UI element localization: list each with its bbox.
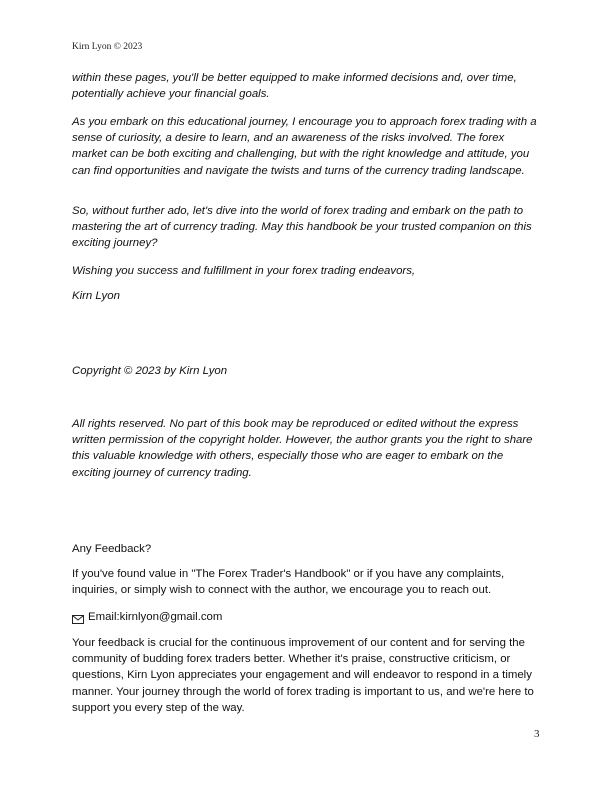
page-number: 3 [534, 728, 540, 740]
feedback-heading: Any Feedback? [72, 543, 152, 555]
page-header: Kirn Lyon © 2023 [72, 42, 143, 52]
email-address[interactable]: kirnlyon@gmail.com [119, 611, 223, 623]
intro-paragraph-2: As you embark on this educational journey, I encourage you to approach forex trading with a sense of curiosity, a desire to learn, and an awareness of the risks involved. The forex market can be both exciting and challenging, but with the right knowledge and attitude, you can find opportunities and navigate the twists and turns of the currency trading landscape. [72, 116, 537, 177]
email-label: Email: [88, 611, 120, 623]
feedback-closing: Your feedback is crucial for the continuous improvement of our content and for serving the community of budding forex traders better. Whether it's praise, constructive criticism, or questions, Kirn Lyon appreciates your engagement and will endeavor to respond in a timely manner. Your journey through the world of forex trading is important to us, and we're here to support you every step of the way. [72, 637, 534, 714]
email-line [72, 609, 542, 625]
copyright-line: Copyright © 2023 by Kirn Lyon [72, 365, 228, 377]
envelope-icon [72, 613, 84, 622]
intro-paragraph-4: Wishing you success and fulfillment in your forex trading endeavors, [72, 265, 416, 277]
feedback-intro: If you've found value in "The Forex Trader's Handbook" or if you have any complaints, inquiries, or simply wish to connect with the author, we encourage you to reach out. [72, 568, 505, 597]
rights-paragraph: All rights reserved. No part of this book may be reproduced or edited without the express written permission of the copyright holder. However, the author grants you the right to share this valuable knowledge with others, especially those who are eager to embark on the exciting journey of currency trading. [72, 418, 533, 479]
intro-paragraph-3: So, without further ado, let's dive into the world of forex trading and embark on the path to mastering the art of currency trading. May this handbook be your trusted companion on this exciting journey? [72, 205, 532, 250]
intro-paragraph-1: within these pages, you'll be better equipped to make informed decisions and, over time, potentially achieve your financial goals. [72, 72, 517, 101]
signature: Kirn Lyon [72, 290, 120, 302]
